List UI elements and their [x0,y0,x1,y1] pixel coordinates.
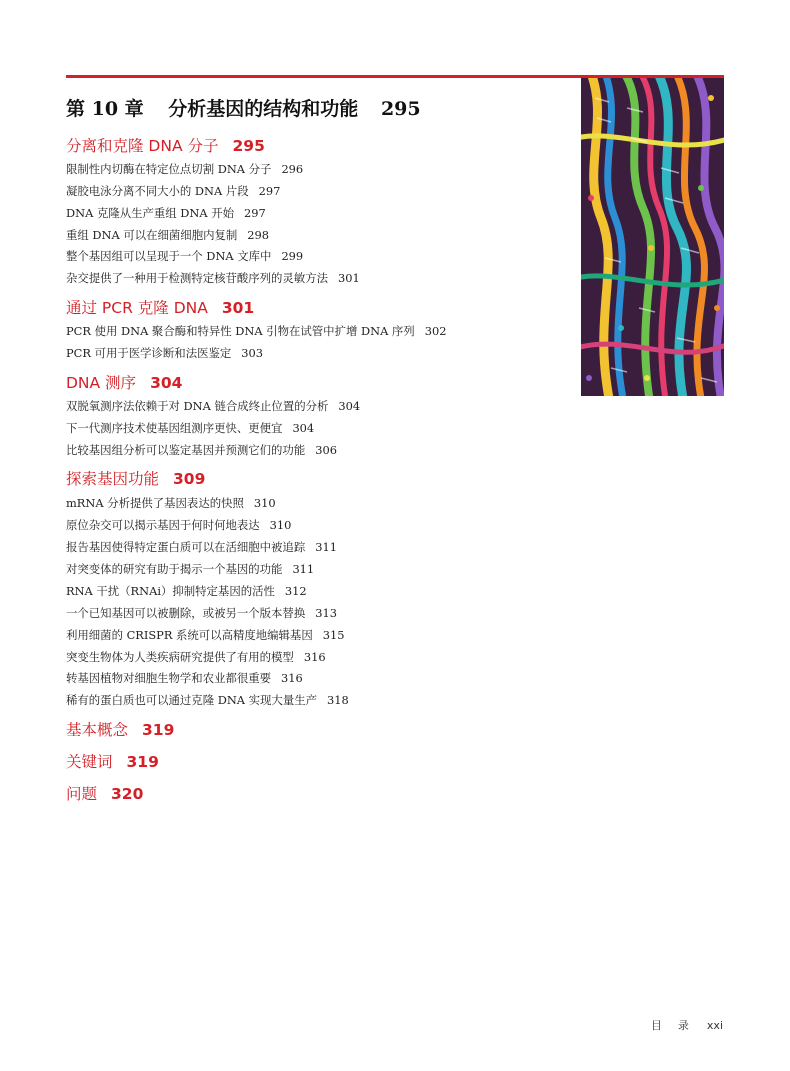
entry-text: 原位杂交可以揭示基因于何时何地表达 [66,518,260,532]
toc-entry[interactable] [66,183,280,199]
entry-page: 315 [322,628,345,642]
entry-text: 比较基因组分析可以鉴定基因并预测它们的功能 [66,443,306,457]
toc-entry[interactable] [66,420,314,436]
section-page: 309 [173,470,206,488]
section-title: 问题 [66,785,98,803]
entry-text: 下一代测序技术使基因组测序更快、更便宜 [66,421,283,435]
section-heading[interactable] [66,718,174,740]
entry-text: 一个已知基因可以被删除，或被另一个版本替换 [66,606,306,620]
chapter-heading [66,94,421,121]
footer-label-left: 目 [650,1019,662,1032]
entry-text: DNA 克隆从生产重组 DNA 开始 [66,206,235,220]
section-title: 通过 PCR 克隆 DNA [66,299,208,317]
entry-page: 316 [281,671,303,685]
section-page: 319 [126,753,159,771]
entry-text: 利用细菌的 CRISPR 系统可以高精度地编辑基因 [66,628,313,642]
section-title: 基本概念 [66,721,129,739]
entry-page: 310 [269,518,292,532]
entry-page: 310 [253,496,276,510]
toc-entry[interactable] [66,161,303,177]
entry-page: 298 [247,228,270,242]
section-heading[interactable] [66,750,159,772]
toc-entry[interactable] [66,627,344,643]
entry-page: 297 [258,184,281,198]
section-heading[interactable] [66,371,182,393]
chapter-page: 295 [380,98,421,120]
section-page: 304 [150,374,183,392]
chapter-artwork [581,78,724,396]
entry-page: 299 [281,249,304,263]
entry-page: 303 [241,346,264,360]
entry-page: 301 [338,271,360,285]
entry-text: 对突变体的研究有助于揭示一个基因的功能 [66,562,283,576]
entry-text: 转基因植物对细胞生物学和农业都很重要 [66,671,272,685]
entry-text: 报告基因使得特定蛋白质可以在活细胞中被追踪 [66,540,306,554]
entry-page: 313 [315,606,337,620]
entry-page: 304 [338,399,361,413]
entry-text: 突变生物体为人类疾病研究提供了有用的模型 [66,650,294,664]
entry-page: 311 [315,540,337,554]
chapter-title: 分析基因的结构和功能 [168,98,359,120]
toc-entry[interactable] [66,561,314,577]
entry-page: 306 [315,443,337,457]
entry-text: mRNA 分析提供了基因表达的快照 [66,496,244,510]
toc-entry[interactable] [66,323,446,339]
section-title: 分离和克隆 DNA 分子 [66,137,219,155]
toc-entry[interactable] [66,270,360,286]
toc-entry[interactable] [66,539,337,555]
entry-text: 重组 DNA 可以在细菌细胞内复制 [66,228,238,242]
entry-page: 296 [281,162,304,176]
section-heading[interactable] [66,782,143,804]
section-title: 探索基因功能 [66,470,160,488]
toc-entry[interactable] [66,670,303,686]
entry-text: 整个基因组可以呈现于一个 DNA 文库中 [66,249,272,263]
entry-text: PCR 使用 DNA 聚合酶和特异性 DNA 引物在试管中扩增 DNA 序列 [66,324,415,338]
toc-entry[interactable] [66,227,269,243]
entry-text: 稀有的蛋白质也可以通过克隆 DNA 实现大量生产 [66,693,317,707]
toc-entry[interactable] [66,205,266,221]
chapter-label: 第 10 章 [66,98,144,120]
toc-entry[interactable] [66,442,337,458]
section-heading[interactable] [66,134,265,156]
entry-page: 297 [244,206,266,220]
entry-text: PCR 可用于医学诊断和法医鉴定 [66,346,232,360]
entry-page: 302 [424,324,447,338]
entry-text: RNA 干扰（RNAi）抑制特定基因的活性 [66,584,275,598]
section-page: 320 [111,785,144,803]
section-title: 关键词 [66,753,113,771]
entry-page: 304 [292,421,315,435]
toc-entry[interactable] [66,495,276,511]
section-heading[interactable] [66,467,205,489]
section-page: 319 [142,721,175,739]
entry-text: 凝胶电泳分离不同大小的 DNA 片段 [66,184,249,198]
page-footer [651,1017,723,1033]
footer-label-right: 录 [677,1019,689,1032]
section-title: DNA 测序 [66,374,137,392]
section-page: 295 [232,137,265,155]
section-page: 301 [221,299,255,317]
footer-page-number: xxi [706,1019,723,1032]
toc-entry[interactable] [66,605,337,621]
toc-entry[interactable] [66,517,291,533]
entry-text: 杂交提供了一种用于检测特定核苷酸序列的灵敏方法 [66,271,328,285]
entry-page: 311 [292,562,315,576]
toc-entry[interactable] [66,649,326,665]
toc-entry[interactable] [66,248,303,264]
entry-text: 双脱氧测序法依赖于对 DNA 链合成终止位置的分析 [66,399,329,413]
entry-page: 318 [327,693,349,707]
entry-text: 限制性内切酶在特定位点切割 DNA 分子 [66,162,272,176]
toc-entry[interactable] [66,583,307,599]
section-heading[interactable] [66,296,254,318]
entry-page: 312 [284,584,307,598]
toc-entry[interactable] [66,692,349,708]
entry-page: 316 [303,650,326,664]
toc-entry[interactable] [66,398,360,414]
toc-entry[interactable] [66,345,263,361]
